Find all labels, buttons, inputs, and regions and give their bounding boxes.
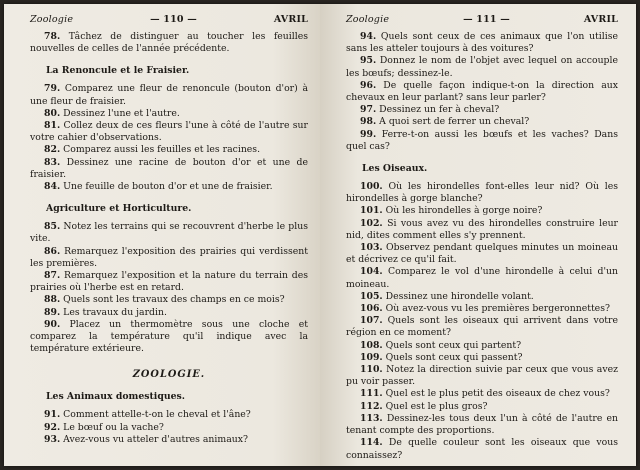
question-text: Dessinez-les tous deux l'un à côté de l'autre en tenant compte des proportions. bbox=[346, 412, 618, 437]
question-number: 107. bbox=[360, 315, 383, 327]
question-text: Quels sont les oiseaux qui arrivent dans votre région en ce moment? bbox=[346, 315, 618, 339]
question-number: 93. bbox=[44, 433, 61, 445]
question-item bbox=[30, 31, 308, 55]
question-number: 100. bbox=[360, 181, 383, 193]
question-number: 94. bbox=[360, 31, 377, 42]
question-text: Quels sont ceux de ces animaux que l'on utilise sans les atteler toujours à des voitures? bbox=[346, 31, 618, 55]
question-number: 104. bbox=[360, 266, 383, 278]
question-text: Dessinez un fer à cheval? bbox=[379, 104, 500, 116]
question-text: Quel est le plus gros? bbox=[385, 400, 488, 412]
question-text: Notez la direction suivie par ceux que vous avez pu voir passer. bbox=[346, 364, 618, 388]
question-number: 90. bbox=[44, 318, 61, 330]
question-item bbox=[346, 315, 618, 339]
question-text: Comment attelle-t-on le cheval et l'âne? bbox=[63, 409, 251, 421]
question-item bbox=[30, 319, 308, 356]
question-number: 102. bbox=[360, 217, 383, 229]
question-text: Avez-vous vu atteler d'autres animaux? bbox=[63, 433, 248, 445]
question-item bbox=[346, 55, 618, 79]
page-body bbox=[346, 31, 618, 462]
question-text: Placez un thermomètre sous une cloche et comparez la température qu'il indique avec la température extérieure. bbox=[30, 318, 308, 355]
question-text: Notez les terrains qui se recouvrent d'herbe le plus vite. bbox=[30, 221, 308, 245]
question-number: 106. bbox=[360, 303, 383, 315]
question-number: 114. bbox=[360, 437, 383, 449]
question-item bbox=[30, 157, 308, 181]
question-number: 112. bbox=[360, 400, 383, 412]
question-number: 98. bbox=[360, 116, 377, 128]
question-number: 88. bbox=[44, 294, 61, 306]
question-item bbox=[30, 83, 308, 107]
running-head-month: AVRIL bbox=[273, 14, 308, 25]
question-item bbox=[346, 291, 618, 303]
question-item bbox=[30, 181, 308, 193]
question-text: Dessinez une racine de bouton d'or et une de fraisier. bbox=[30, 156, 308, 180]
question-text: Où les hirondelles à gorge noire? bbox=[385, 205, 543, 217]
question-number: 95. bbox=[360, 55, 377, 67]
question-text: Si vous avez vu des hirondelles construire leur nid, dites comment elles s'y prennent. bbox=[346, 217, 619, 241]
question-text: Comparez le vol d'une hirondelle à celui d'un moineau. bbox=[346, 266, 618, 290]
question-text: Comparez une fleur de renoncule (bouton d'or) à une fleur de fraisier. bbox=[30, 83, 308, 107]
question-item bbox=[346, 413, 618, 437]
question-item bbox=[346, 388, 618, 400]
question-text: Tâchez de distinguer au toucher les feuilles nouvelles de celles de l'année précédente. bbox=[30, 31, 308, 55]
question-item bbox=[30, 307, 308, 319]
question-number: 109. bbox=[360, 351, 383, 363]
question-text: Quels sont ceux qui passent? bbox=[385, 351, 523, 363]
question-text: Où avez-vous vu les premières bergeronnettes? bbox=[385, 303, 610, 315]
question-number: 105. bbox=[360, 290, 383, 302]
section-heading: Les Oiseaux. bbox=[362, 163, 428, 175]
question-item bbox=[30, 422, 308, 434]
question-item bbox=[30, 270, 308, 294]
question-number: 103. bbox=[360, 242, 383, 254]
question-item bbox=[30, 144, 308, 156]
question-text: Quels sont ceux qui partent? bbox=[385, 339, 522, 351]
question-item bbox=[30, 246, 308, 270]
question-text: De quelle façon indique-t-on la direction aux chevaux en leur parlant? sans leur parler? bbox=[346, 79, 618, 104]
question-number: 99. bbox=[360, 128, 377, 140]
question-item bbox=[346, 218, 618, 242]
question-text: Remarquez l'exposition des prairies qui verdissent les premières. bbox=[30, 245, 308, 269]
question-text: Les travaux du jardin. bbox=[63, 306, 167, 318]
question-item bbox=[346, 401, 618, 413]
question-number: 89. bbox=[44, 306, 61, 318]
question-number: 80. bbox=[44, 107, 61, 119]
question-item bbox=[346, 181, 618, 205]
left-page bbox=[4, 4, 320, 466]
question-number: 108. bbox=[360, 339, 383, 351]
question-number: 79. bbox=[44, 83, 61, 95]
question-item bbox=[346, 205, 618, 217]
question-text: Quel est le plus petit des oiseaux de chez vous? bbox=[385, 388, 610, 400]
question-text: Dessinez l'une et l'autre. bbox=[63, 107, 180, 119]
question-text: De quelle couleur sont les oiseaux que vous connaissez? bbox=[346, 437, 618, 461]
question-item bbox=[30, 120, 308, 144]
question-text: Où les hirondelles font-elles leur nid? Où les hirondelles à gorge blanche? bbox=[346, 181, 618, 205]
question-item bbox=[346, 31, 618, 55]
question-text: Le bœuf ou la vache? bbox=[63, 421, 164, 433]
question-number: 101. bbox=[360, 205, 383, 217]
question-number: 111. bbox=[360, 388, 383, 400]
question-text: Comparez aussi les feuilles et les racines. bbox=[63, 144, 261, 156]
page-body bbox=[30, 31, 308, 446]
section-heading: La Renoncule et le Fraisier. bbox=[46, 65, 190, 77]
question-item bbox=[346, 80, 618, 104]
question-item bbox=[346, 352, 618, 364]
page-header bbox=[30, 14, 308, 25]
running-head-section: Zoologie bbox=[346, 14, 390, 25]
question-number: 78. bbox=[44, 31, 61, 42]
question-text: Donnez le nom de l'objet avec lequel on accouple les bœufs; dessinez-le. bbox=[346, 55, 618, 79]
page-header bbox=[346, 14, 618, 25]
question-text: A quoi sert de ferrer un cheval? bbox=[379, 116, 530, 128]
book-spread bbox=[4, 4, 636, 466]
question-text: Dessinez une hirondelle volant. bbox=[385, 290, 534, 302]
question-number: 85. bbox=[44, 221, 61, 233]
section-heading: Agriculture et Horticulture. bbox=[46, 203, 192, 215]
question-text: Remarquez l'exposition et la nature du terrain des prairies où l'herbe est en retard. bbox=[30, 270, 308, 294]
question-number: 91. bbox=[44, 409, 61, 421]
question-text: Quels sont les travaux des champs en ce mois? bbox=[63, 294, 285, 306]
question-number: 113. bbox=[360, 412, 383, 424]
chapter-heading: ZOOLOGIE. bbox=[132, 369, 206, 381]
question-item bbox=[346, 116, 618, 128]
question-number: 110. bbox=[360, 364, 383, 376]
running-head-section: Zoologie bbox=[30, 14, 74, 25]
question-item bbox=[30, 409, 308, 421]
question-number: 81. bbox=[44, 120, 61, 132]
question-item bbox=[30, 108, 308, 120]
question-item bbox=[346, 242, 618, 266]
question-item bbox=[346, 437, 618, 461]
question-number: 97. bbox=[360, 104, 377, 116]
question-number: 96. bbox=[360, 79, 377, 91]
question-item bbox=[30, 434, 308, 446]
page-number: — 110 — bbox=[150, 14, 197, 25]
question-number: 83. bbox=[44, 156, 61, 168]
question-item bbox=[346, 340, 618, 352]
question-number: 84. bbox=[44, 181, 61, 193]
section-heading: Les Animaux domestiques. bbox=[46, 391, 185, 403]
question-item bbox=[30, 294, 308, 306]
question-number: 87. bbox=[44, 270, 61, 282]
question-number: 86. bbox=[44, 245, 61, 257]
question-text: Une feuille de bouton d'or et une de fraisier. bbox=[63, 181, 273, 193]
question-text: Collez deux de ces fleurs l'une à côté de l'autre sur votre cahier d'observations. bbox=[30, 120, 308, 144]
question-text: Observez pendant quelques minutes un moineau et décrivez ce qu'il fait. bbox=[346, 242, 618, 266]
question-item bbox=[346, 303, 618, 315]
question-item bbox=[346, 129, 618, 153]
right-page bbox=[320, 4, 636, 466]
question-item bbox=[346, 364, 618, 388]
page-number: — 111 — bbox=[463, 14, 510, 25]
question-number: 92. bbox=[44, 421, 61, 433]
running-head-month: AVRIL bbox=[583, 14, 618, 25]
question-item bbox=[346, 104, 618, 116]
question-text: Ferre-t-on aussi les bœufs et les vaches? Dans quel cas? bbox=[346, 128, 618, 152]
question-item bbox=[346, 266, 618, 290]
question-number: 82. bbox=[44, 144, 61, 156]
question-item bbox=[30, 221, 308, 245]
